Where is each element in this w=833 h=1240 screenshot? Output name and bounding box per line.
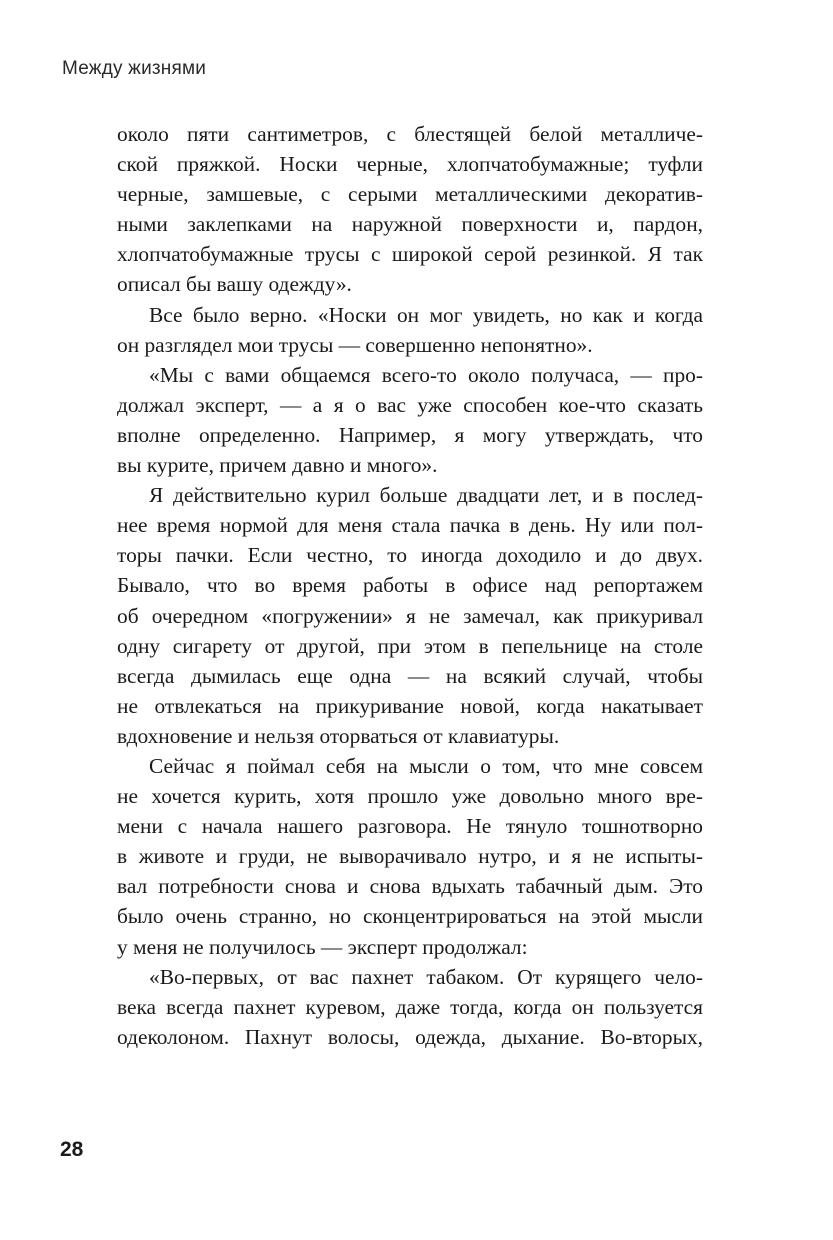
text-line: мени с начала нашего разговора. Не тянуло тошнотворно bbox=[117, 814, 703, 839]
text-line: Сейчас я поймал себя на мысли о том, что мне совсем bbox=[149, 753, 703, 778]
text-line: должал эксперт, — а я о вас уже способен кое-что сказать bbox=[117, 392, 703, 417]
text-line: одну сигарету от другой, при этом в пепельнице на столе bbox=[117, 633, 703, 658]
paragraph bbox=[117, 300, 703, 360]
text-line: вполне определенно. Например, я могу утверждать, что bbox=[117, 422, 703, 447]
body-text bbox=[117, 119, 703, 1052]
paragraph bbox=[117, 751, 703, 962]
text-line: было очень странно, но сконцентрироваться на этой мысли bbox=[117, 904, 703, 929]
paragraph bbox=[117, 119, 703, 300]
text-line: в животе и груди, не выворачивало нутро, и я не испыты- bbox=[117, 844, 703, 869]
page-number: 28 bbox=[60, 1138, 84, 1161]
text-line: у меня не получилось — эксперт продолжал: bbox=[117, 934, 528, 959]
text-line: «Мы с вами общаемся всего-то около получаса, — про- bbox=[149, 362, 703, 387]
text-line: века всегда пахнет куревом, даже тогда, когда он пользуется bbox=[117, 994, 703, 1019]
text-line: вал потребности снова и снова вдыхать табачный дым. Это bbox=[117, 874, 703, 899]
paragraph bbox=[117, 360, 703, 480]
running-title: Между жизнями bbox=[62, 58, 207, 79]
text-line: вдохновение и нельзя оторваться от клавиатуры. bbox=[117, 723, 560, 748]
text-line: торы пачки. Если честно, то иногда доходило и до двух. bbox=[117, 543, 703, 568]
text-line: нее время нормой для меня стала пачка в день. Ну или пол- bbox=[117, 513, 703, 538]
text-line: об очередном «погружении» я не замечал, как прикуривал bbox=[117, 603, 703, 628]
text-line: около пяти сантиметров, с блестящей белой металличе- bbox=[117, 122, 703, 146]
text-line: вы курите, причем давно и много». bbox=[117, 453, 438, 478]
text-line: не хочется курить, хотя прошло уже довольно много вре- bbox=[117, 784, 703, 809]
paragraph bbox=[117, 962, 703, 1052]
text-line: он разглядел мои трусы — совершенно непонятно». bbox=[117, 332, 593, 357]
text-line: Все было верно. «Носки он мог увидеть, но как и когда bbox=[149, 302, 703, 327]
text-line: Я действительно курил больше двадцати лет, и в послед- bbox=[149, 483, 703, 508]
text-line: описал бы вашу одежду». bbox=[117, 272, 352, 297]
text-line: черные, замшевые, с серыми металлическими декоратив- bbox=[117, 182, 703, 207]
text-line: всегда дымилась еще одна — на всякий случай, чтобы bbox=[117, 663, 703, 688]
text-line: ской пряжкой. Носки черные, хлопчатобумажные; туфли bbox=[117, 152, 703, 177]
text-line: не отвлекаться на прикуривание новой, когда накатывает bbox=[117, 693, 703, 718]
text-line: Бывало, что во время работы в офисе над репортажем bbox=[117, 573, 703, 598]
paragraph bbox=[117, 480, 703, 751]
text-line: хлопчатобумажные трусы с широкой серой резинкой. Я так bbox=[117, 242, 703, 267]
text-line: одеколоном. Пахнут волосы, одежда, дыхание. Во-вторых, bbox=[117, 1024, 703, 1049]
text-line: ными заклепками на наружной поверхности и, пардон, bbox=[117, 212, 703, 237]
text-line: «Во-первых, от вас пахнет табаком. От курящего чело- bbox=[149, 964, 703, 989]
